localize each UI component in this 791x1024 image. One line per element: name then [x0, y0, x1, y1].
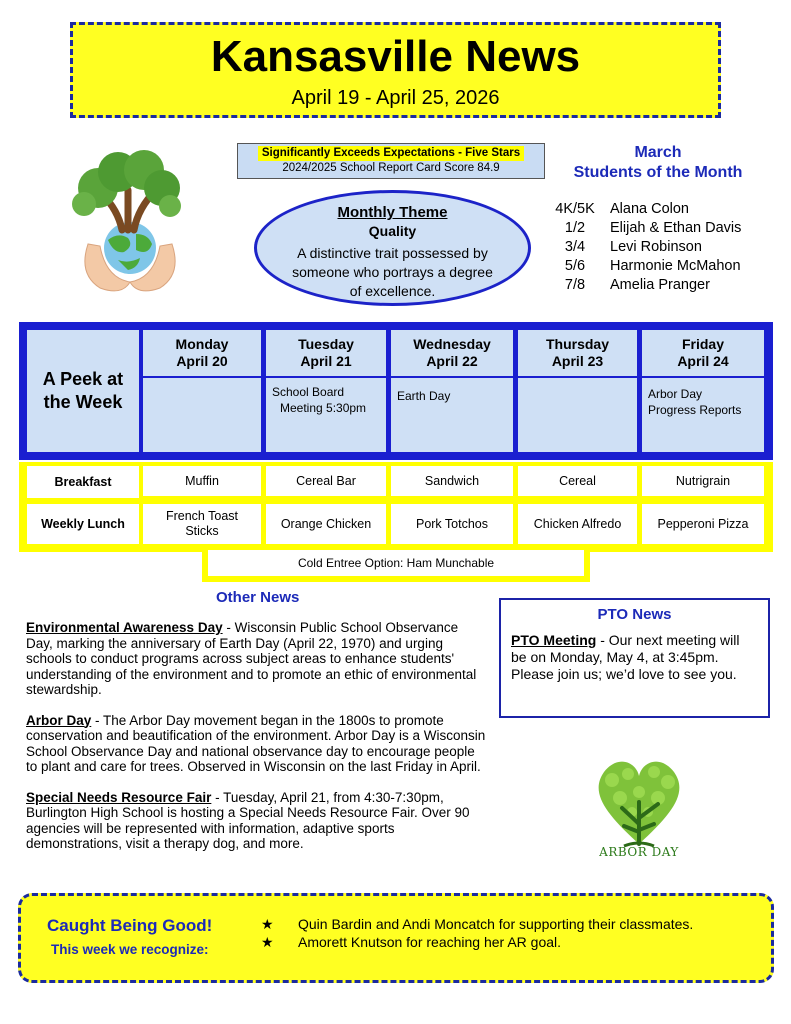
som-student: Amelia Pranger: [610, 277, 710, 293]
day-events-thursday: [518, 378, 637, 452]
som-grade: 1/2: [564, 220, 586, 236]
cold-entree-option: Cold Entree Option: Ham Munchable: [202, 550, 590, 582]
cbg-item-text: Amorett Knutson for reaching her AR goal.: [298, 934, 562, 950]
som-grade: 7/8: [564, 277, 586, 293]
day-events-tuesday: [266, 378, 386, 452]
day-events-monday: [143, 378, 261, 452]
day-date: April 20: [176, 353, 228, 369]
day-date: April 22: [426, 353, 478, 369]
newsletter-dates: April 19 - April 25, 2026: [291, 87, 500, 109]
cbg-subtitle: This week we recognize:: [51, 942, 209, 957]
day-events-wednesday: [391, 378, 513, 452]
day-date: April 21: [300, 353, 352, 369]
day-header-tuesday: [266, 330, 386, 376]
news-item-body: - Wisconsin Public School Observance Day, marking the anniversary of Earth Day (April 22, 1970) and urging schools to conduct programs across subject areas to enhance students' understanding of the environment and to promote an ethic of environmental stewardship.: [26, 620, 477, 697]
week-label: A Peek at the Week: [27, 330, 139, 452]
list-item: [550, 200, 780, 219]
day-header-wednesday: [391, 330, 513, 376]
day-header-monday: [143, 330, 261, 376]
cbg-list: [261, 915, 693, 951]
lunch-item: Pepperoni Pizza: [642, 504, 764, 544]
day-events-friday: [642, 378, 764, 452]
news-item-body: - The Arbor Day movement began in the 1800s to promote conservation and beautification of the environment. Arbor Day is a Wisconsin School Observance Day and national observance day to encourage people to plant and care for trees. Observed in Wisconsin on the last Friday in April.: [26, 712, 486, 774]
news-item-body: - Tuesday, April 21, from 4:30-7:30pm, Burlington High School is hosting a Special Needs Resource Fair. Over 90 agencies will be represented with information, adaptive sports demonstrations, visit a therapy dog, and more.: [26, 789, 470, 851]
day-name: Monday: [175, 336, 229, 352]
lunch-item: Orange Chicken: [266, 504, 386, 544]
day-name: Friday: [681, 336, 724, 352]
students-of-month-list: [550, 200, 780, 295]
som-grade: 5/6: [564, 258, 586, 274]
som-student: Levi Robinson: [610, 239, 702, 255]
breakfast-item: Sandwich: [391, 466, 513, 496]
pto-heading: PTO Meeting: [511, 632, 597, 648]
list-item: [261, 915, 693, 933]
day-date: April 24: [677, 353, 729, 369]
other-news-title: Other News: [216, 589, 300, 606]
newsletter-title: Kansasville News: [210, 32, 581, 81]
list-item: [550, 276, 780, 295]
som-student: Alana Colon: [610, 201, 689, 217]
theme-description: A distinctive trait possessed by someone who portrays a degree of excellence.: [292, 245, 493, 299]
day-event: Earth Day: [397, 389, 451, 403]
arbor-day-logo-text: ARBOR DAY: [599, 845, 679, 859]
list-item: [550, 257, 780, 276]
som-grade: 3/4: [564, 239, 586, 255]
news-item-heading: Special Needs Resource Fair: [26, 789, 212, 805]
day-date: April 23: [551, 353, 604, 369]
news-item: [26, 620, 488, 698]
pto-title: PTO News: [597, 606, 672, 623]
theme-word: Quality: [368, 223, 417, 239]
pto-text: [511, 632, 758, 683]
monthly-theme-oval: [254, 190, 531, 306]
day-event: School Board: [272, 385, 345, 399]
lunch-label: Weekly Lunch: [27, 504, 139, 544]
list-item: [550, 238, 780, 257]
lunch-item: Pork Totchos: [391, 504, 513, 544]
news-item: [26, 790, 488, 852]
day-header-thursday: [518, 330, 637, 376]
lunch-item: French Toast Sticks: [143, 504, 261, 544]
som-heading: Students of the Month: [573, 164, 743, 181]
star-icon: ★: [261, 934, 274, 950]
caught-being-good-box: [18, 893, 774, 983]
news-item: [26, 713, 488, 775]
report-card-banner: [237, 143, 545, 179]
som-grade: 4K/5K: [555, 201, 595, 217]
day-name: Wednesday: [413, 336, 491, 352]
other-news-list: [26, 620, 488, 867]
day-name: Tuesday: [298, 336, 354, 352]
list-item: [550, 219, 780, 238]
lunch-item: Chicken Alfredo: [518, 504, 637, 544]
news-item-heading: Environmental Awareness Day: [26, 620, 223, 635]
breakfast-item: Muffin: [143, 466, 261, 496]
news-item-heading: Arbor Day: [26, 712, 92, 728]
newsletter-header: [70, 22, 721, 118]
earth-tree-hands-icon: [58, 148, 198, 298]
breakfast-item: Cereal Bar: [266, 466, 386, 496]
report-card-score: 2024/2025 School Report Card Score 84.9: [282, 162, 500, 174]
pto-news-box: [499, 598, 770, 718]
breakfast-item: Cereal: [518, 466, 637, 496]
theme-heading: Monthly Theme: [337, 204, 448, 221]
day-event: Arbor Day: [648, 387, 703, 401]
day-event: Meeting 5:30pm: [280, 401, 367, 415]
breakfast-item: Nutrigrain: [642, 466, 764, 496]
day-name: Thursday: [545, 336, 609, 352]
day-header-friday: [642, 330, 764, 376]
list-item: [261, 933, 693, 951]
cbg-item-text: Quin Bardin and Andi Moncatch for supporting their classmates.: [298, 916, 694, 932]
breakfast-label: Breakfast: [27, 466, 139, 498]
lunch-menu-table: [19, 462, 773, 552]
report-card-stars: Significantly Exceeds Expectations - Five Stars: [258, 146, 524, 161]
som-student: Elijah & Ethan Davis: [610, 220, 742, 236]
som-month: March: [634, 144, 682, 161]
day-event: Progress Reports: [648, 403, 742, 417]
cbg-title: Caught Being Good!: [47, 916, 213, 935]
som-student: Harmonie McMahon: [610, 258, 741, 274]
star-icon: ★: [261, 916, 274, 932]
week-calendar: [19, 322, 773, 460]
students-of-month-title: [558, 143, 758, 183]
pto-body: - Our next meeting will be on Monday, May 4, at 3:45pm. Please join us; we’d love to see you.: [511, 632, 740, 682]
